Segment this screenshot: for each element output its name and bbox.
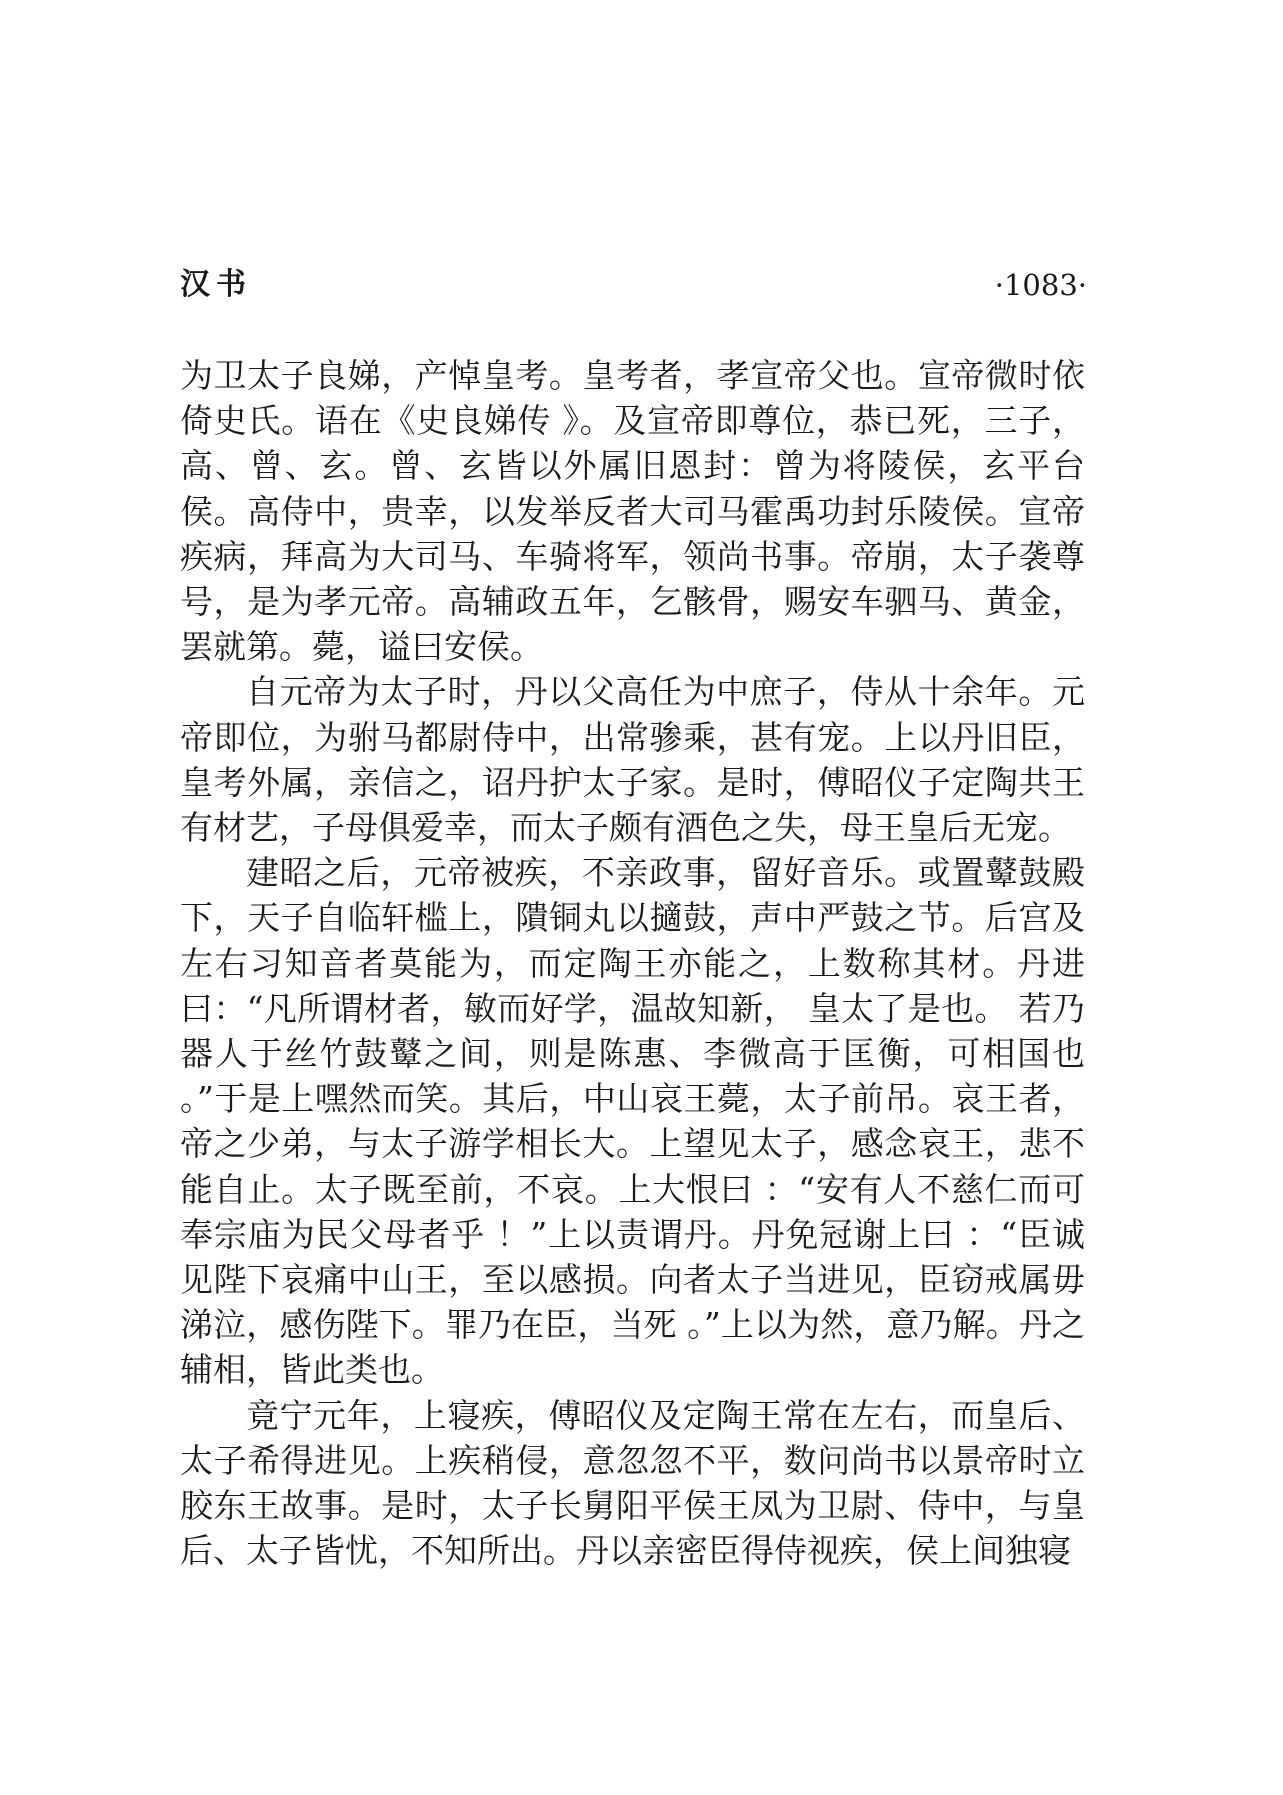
- paragraph: 自元帝为太子时，丹以父高任为中庶子，侍从十余年。元帝即位，为驸马都尉侍中，出常骖乘，甚有宠。上以丹旧臣，皇考外属，亲信之，诏丹护太子家。是时，傅昭仪子定陶共王有材艺，子母俱爱幸，而太子颇有酒色之失，母王皇后无宠。: [180, 672, 1085, 848]
- paragraph: 建昭之后，元帝被疾，不亲政事，留好音乐。或置鼙鼓殿下，天子自临轩槛上，隤铜丸以擿鼓，声中严鼓之节。后宫及左右习知音者莫能为，而定陶王亦能之，上数称其材。丹进曰：“凡所谓材者，敏而好学，温故知新， 皇太了是也。 若乃器人于丝竹鼓鼙之间，则是陈惠、李微高于匡衡，可相国也 。”于是上嘿然而笑。其后，中山哀王薨，太子前吊。哀王者，帝之少弟，与太子游学相长大。上望见太子，感念哀王，悲不能自止。太子既至前，不哀。上大恨曰 ：“安有人不慈仁而可奉宗庙为民父母者乎 ！”上以责谓丹。丹免冠谢上曰 ：“臣诚见陛下哀痛中山王，至以感损。向者太子当进见，臣窃戒属毋涕泣，感伤陛下。罪乃在臣，当死 。”上以为然，意乃解。丹之辅相，皆此类也。: [180, 853, 1085, 1390]
- page-number: ·1083·: [994, 268, 1087, 302]
- paragraph: 竟宁元年，上寝疾，傅昭仪及定陶王常在左右，而皇后、太子希得进见。上疾稍侵，意忽忽不平，数问尚书以景帝时立胶东王故事。是时，太子长舅阳平侯王凤为卫尉、侍中，与皇后、太子皆忧，不知所出。丹以亲密臣得侍视疾，侯上间独寝: [180, 1395, 1085, 1571]
- body-text: [180, 353, 1085, 1573]
- running-head-title: 汉书: [180, 267, 252, 302]
- paragraph: 为卫太子良娣，产悼皇考。皇考者，孝宣帝父也。宣帝微时依倚史氏。语在《史良娣传 》。及宣帝即尊位，恭已死，三子，高、曾、玄。曾、玄皆以外属旧恩封：曾为将陵侯，玄平台侯。高侍中，贵幸，以发举反者大司马霍禹功封乐陵侯。宣帝疾病，拜高为大司马、车骑将军，领尚书事。帝崩，太子袭尊号，是为孝元帝。高辅政五年，乞骸骨，赐安车驷马、黄金，罢就第。薨，谥曰安侯。: [180, 356, 1085, 667]
